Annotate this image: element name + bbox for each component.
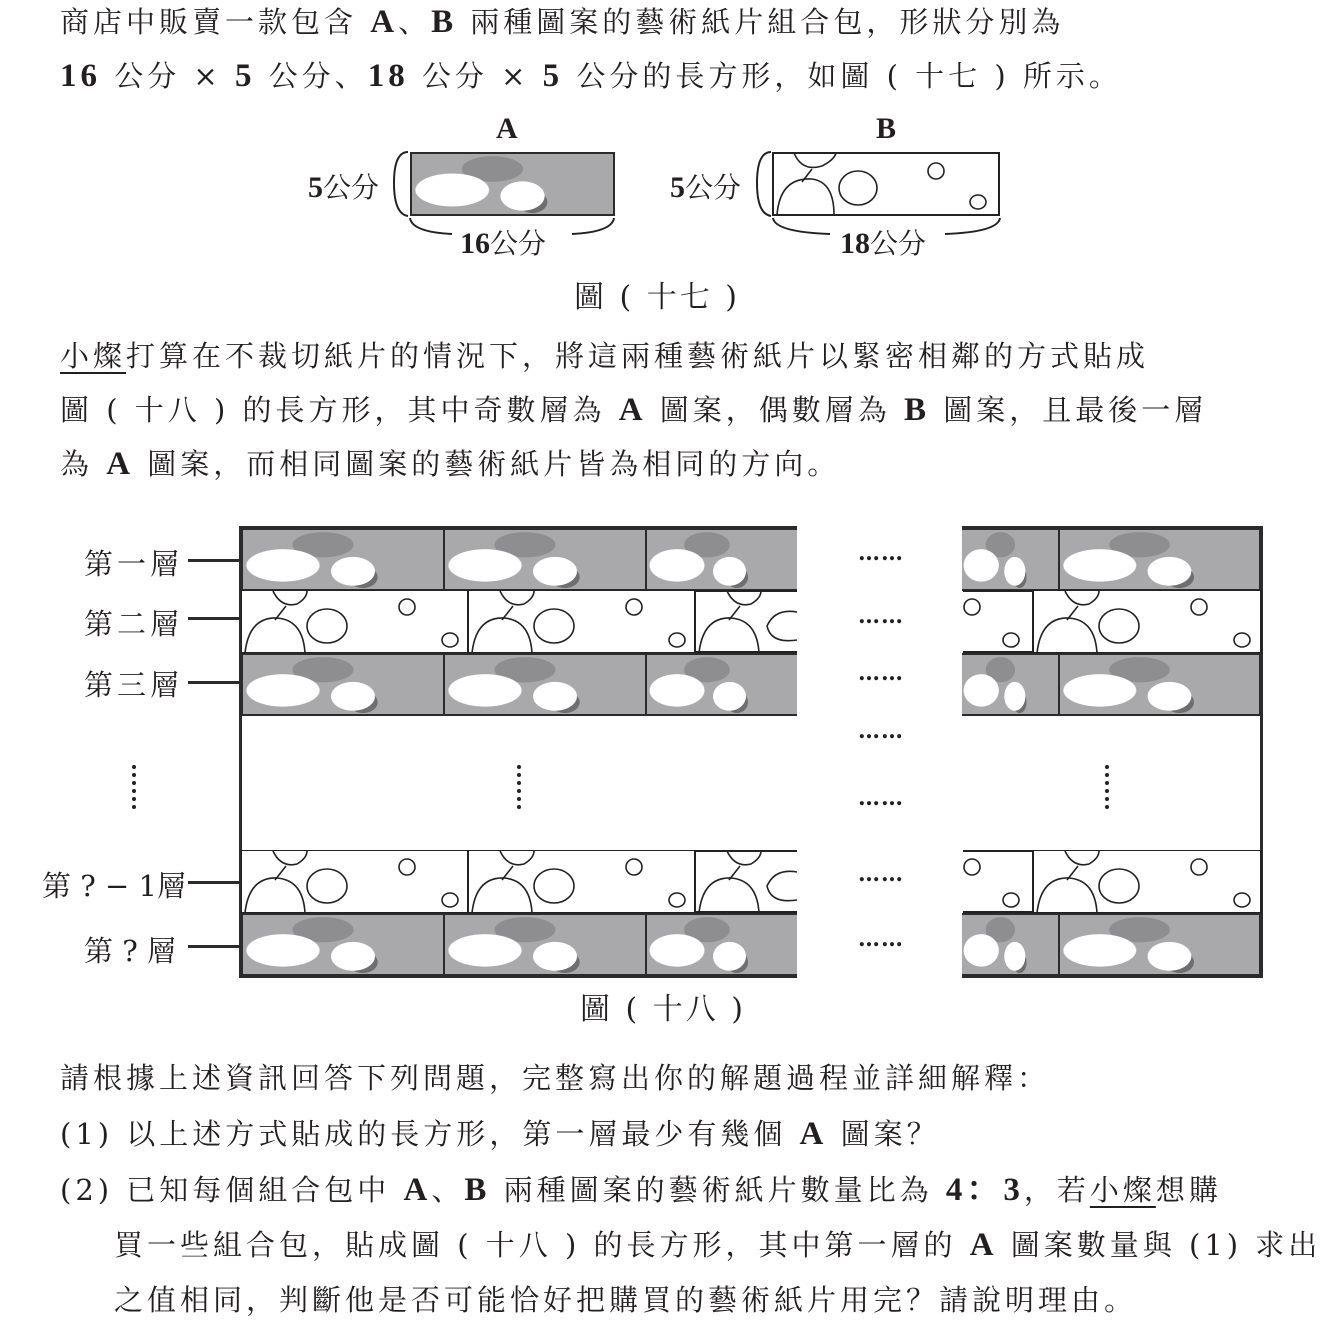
tile-b-label: B	[876, 112, 897, 145]
para2-line-3: 為 A 圖案，而相同圖案的藝術紙片皆為相同的方向。	[60, 446, 841, 482]
tile-b-height: 5公分	[670, 171, 742, 204]
ellipsis: ……	[858, 660, 904, 686]
tile-a	[962, 653, 1060, 716]
para2-line-1: 小燦打算在不裁切紙片的情況下，將這兩種藝術紙片以緊密相鄰的方式貼成	[60, 339, 1150, 373]
figure-17-caption: 圖 ( 十七 )	[574, 280, 741, 315]
tile-a	[645, 913, 797, 976]
tile-a	[645, 653, 797, 716]
ellipsis: ……	[858, 926, 904, 952]
intro-line-1: 商店中販賣一款包含 A、B 兩種圖案的藝術紙片組合包，形狀分別為	[60, 4, 1065, 40]
tile-a	[443, 653, 647, 716]
layer-label-1: 第一層	[84, 547, 184, 581]
ellipsis: ……	[858, 718, 904, 744]
question-2-line-1: (2) 已知每個組合包中 A、B 兩種圖案的藝術紙片數量比為 4：3，若小燦想購	[60, 1172, 1222, 1208]
tile-a-label: A	[496, 112, 518, 145]
tile-a	[241, 913, 445, 976]
tile-a-width: 16公分	[460, 227, 547, 260]
layer-b-row	[241, 850, 1263, 914]
question-2-line-3: 之值相同，判斷他是否可能恰好把購買的藝術紙片用完？請說明理由。	[114, 1283, 1138, 1317]
tile-a	[962, 528, 1060, 591]
tile-b-width: 18公分	[840, 227, 927, 260]
ellipsis: ……	[858, 603, 904, 629]
layer-b-row	[241, 590, 1263, 654]
tile-a	[962, 913, 1060, 976]
layer-label-n: 第 ? 層	[84, 934, 176, 968]
tile-a	[241, 528, 445, 591]
tile-a	[443, 913, 647, 976]
layer-label-n-minus-1: 第 ? − 1層	[42, 869, 186, 903]
questions-intro: 請根據上述資訊回答下列問題，完整寫出你的解題過程並詳細解釋：	[60, 1061, 1051, 1095]
tile-a	[1058, 653, 1261, 716]
layer-label-2: 第二層	[84, 607, 184, 641]
tile-a	[443, 528, 647, 591]
figure-18-caption: 圖 ( 十八 )	[580, 992, 747, 1027]
vertical-ellipsis	[132, 765, 136, 813]
tile-a	[241, 653, 445, 716]
question-1: (1) 以上述方式貼成的長方形，第一層最少有幾個 A 圖案？	[60, 1116, 940, 1152]
ellipsis: ……	[858, 540, 904, 566]
tile-a	[1058, 913, 1261, 976]
tile-a	[645, 528, 797, 591]
ellipsis: ……	[858, 861, 904, 887]
para2-line-2: 圖 ( 十八 ) 的長方形，其中奇數層為 A 圖案，偶數層為 B 圖案，且最後一層	[60, 392, 1208, 428]
vertical-ellipsis	[1105, 765, 1109, 813]
ellipsis: ……	[858, 785, 904, 811]
question-2-line-2: 買一些組合包，貼成圖 ( 十八 ) 的長方形，其中第一層的 A 圖案數量與 (1) 求出	[114, 1227, 1322, 1263]
tile-a-brackets	[392, 150, 622, 245]
vertical-ellipsis	[517, 765, 521, 813]
intro-line-2: 16 公分 × 5 公分、18 公分 × 5 公分的長方形，如圖 ( 十七 ) 所示。	[60, 58, 1122, 94]
layer-label-3: 第三層	[84, 668, 184, 702]
tile-b-brackets	[755, 150, 1005, 245]
tile-a-height: 5公分	[308, 171, 380, 204]
tile-a	[1058, 528, 1261, 591]
